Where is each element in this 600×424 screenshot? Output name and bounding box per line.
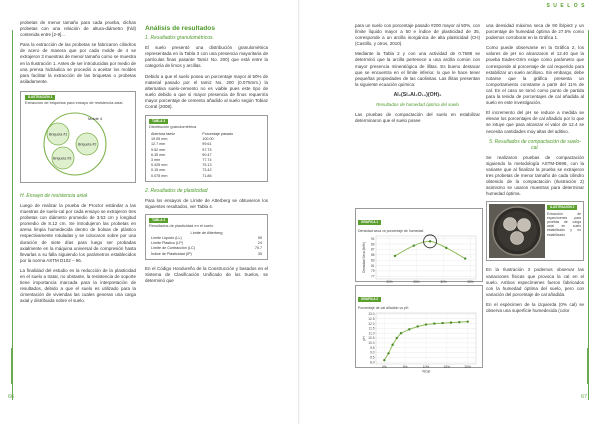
col2-para3: Para los ensayos de Límite de Atterberg se obtuvieron los siguientes resultados, ver Tabla 4. — [145, 197, 268, 210]
density-chart — [356, 233, 482, 291]
table-cell: 0.15 mm — [151, 168, 166, 173]
mold-label: Molde 4 — [88, 115, 103, 121]
data-point — [464, 258, 466, 260]
col4-para5: En la Ilustración 3 podemos observar las variaciones físicas que provoca la cal en el suelo. Ambos especímenes fueron fabricados con la humedad óptima del suelo, pero con variación del porcentaje de cal añadida. — [486, 267, 584, 297]
x-tick-label: 0% — [382, 365, 387, 370]
y-tick-label: 9.5 — [370, 346, 375, 351]
page-number-left: 66 — [8, 394, 15, 400]
graph-1-caption: Densidad seca vs porcentaje de humedad — [358, 229, 424, 233]
y-tick-label: 79 — [370, 269, 375, 274]
data-point — [416, 325, 418, 327]
col4-para3: El incremento del pH se reduce a medida se elevan los porcentajes de cal añadido por lo que se intuye que para alcanzar el valor de 12.4 se necesita cantidades muy altas del aditivo. — [486, 110, 584, 134]
atterberg-table — [149, 236, 264, 257]
table-cell: Índice de Plasticidad (IP) — [151, 251, 192, 256]
data-point — [450, 322, 452, 324]
specimen-photo-drawing — [489, 204, 545, 258]
running-head: SUELOS — [546, 3, 588, 9]
y-tick-label: 8.0 — [370, 360, 375, 365]
x-tick-label: 35% — [467, 280, 474, 285]
table-cell: 97.75 — [202, 147, 212, 152]
left-margin-accent — [11, 348, 13, 384]
col4-para6: En el espécimen de la izquierda (0% cal) se observa una superficie humedecida (color — [486, 301, 584, 313]
table-cell: 9.52 mm — [151, 147, 166, 152]
table-4-group-header: Límite de Atterberg — [190, 231, 223, 236]
table-cell: 35 — [257, 251, 262, 256]
data-point — [400, 332, 402, 334]
y-tick-label: 83 — [370, 258, 375, 263]
col2-para2: Debido a que el suelo posea un porcentaje mayor al 50% de material pasado por el tamiz No. 200 (0.075mm.) la alternativa suelo-cemento no es viable pues este tipo de suelo debido a que si mayor presencia de finos requeriría mayor porcentaje de cemento añadido al suelo según Tobiaz Corral (2008). — [145, 73, 268, 110]
axial-resistance-heading: H. Ensayo de resistencia axial — [20, 192, 87, 199]
table-4-caption: Resultados de plasticidad en el suelo — [149, 223, 214, 229]
x-tick-label: 15% — [443, 365, 451, 370]
col2-para1: El suelo presentó una distribución granulométrica representada en la Tabla 3 con una presencia mayoritaria de partículas finas pasante Tamiz No. 200) que está entre la categoría de limos y arcillas. — [145, 45, 268, 69]
col1-para2: Para la extracción de las probetas se fabricaron cilindros de acero de manera que por cada molde de 4 se extrajeron 3 muestras de menor tamaño como se muestra en la Ilustración 1. Antes de ser introducidas por medio de una prensa hidráulica se procedió a aceitar los moldes para facilitar la extracción de las briquetas o probetas asiladamente. — [20, 42, 136, 84]
y-tick-label: 87 — [370, 247, 375, 252]
data-point — [466, 321, 468, 323]
briquette-1-label: Briqueta #1 — [49, 132, 68, 137]
x-tick-label: 10% — [422, 365, 430, 370]
data-point — [445, 247, 447, 249]
y-tick-label: 9.0 — [370, 350, 375, 355]
right-margin-accent — [587, 348, 589, 384]
data-point — [383, 359, 385, 361]
col4-para2: Como puede observarse en la Gráfica 2, los valores de pH no alcanzaron el 12.40 que la prueba Eades-Grim exige como parámetro que corresponde al porcentaje de cal requerido para estabilizar un suelo arcilloso. Sin embargo, debe notarse que la gráfica presenta un comportamiento constante a partir del 11% de cal. En el caso se tomó como punto de partida para la tenida de porcentajes de cal añadida al suelo en este investigación. — [486, 45, 584, 106]
data-point — [429, 240, 431, 242]
table-cell: 90.47 — [202, 152, 212, 157]
table-cell: 77.74 — [202, 158, 212, 163]
data-point — [425, 324, 427, 326]
y-tick-label: 85 — [370, 253, 375, 258]
table-cell: 59 — [257, 236, 262, 241]
x-tick-label: 20% — [464, 365, 471, 370]
right-page — [300, 0, 600, 424]
col3-para3: Las pruebas de compactación del suelo en estabilizar determinaron que el suelo posee — [355, 112, 480, 124]
data-point — [441, 322, 443, 324]
optimum-moisture-caption: Resultados de humedad óptima del suelo — [376, 102, 459, 108]
y-tick-label: 8.5 — [370, 355, 375, 360]
table-cell: 73.42 — [202, 168, 212, 173]
col1-para4: La finalidad del estudio es la reducción de la plasticidad en el suelo a tratar, no obstante, la resistencia de soporte tiene importancia marcada para la interpretación de resultados, debido a que el suelo es utilizado para la cimentación de viviendas las cuales generan una carga axial y distribuida sobre el suelo. — [20, 267, 136, 304]
table-cell: 70.7 — [254, 246, 262, 251]
table-3-tag: TABLA 3 — [149, 119, 168, 124]
col1-top-para: probetas de menor tamaño para cada prueba, dichas probetas con una relación de altura-diámetro (h/d) contenida entre [2-9]... — [20, 20, 136, 38]
data-point — [458, 321, 460, 323]
table-cell: Límite de Contracción (LC) — [151, 246, 196, 251]
plasticity-heading: 2. Resultados de plasticidad — [145, 187, 208, 194]
granulometry-table — [149, 132, 264, 179]
compaction-heading: 5. Resultados de compactación de suelo-cal. — [489, 138, 581, 151]
col3-para1: para un suelo con porcentaje pasado #200 mayor al 50%, con límite líquido mayor a 50 e índice de plasticidad de 35, corresponde a un arcilla inorgánica de alta plasticidad (CH) (Castillo, y otros, 2010). — [355, 23, 480, 47]
data-point — [433, 323, 435, 325]
data-point — [391, 344, 393, 346]
y-axis-label: Densidad Seca (lb/ft³) — [362, 242, 366, 274]
table-cell: Límite Líquido (LL) — [151, 236, 182, 241]
table-3 — [145, 115, 268, 182]
table-4-tag: TABLA 4 — [149, 218, 168, 223]
data-point — [408, 328, 410, 330]
plot-area — [376, 236, 476, 279]
data-point — [396, 337, 398, 339]
graph-1-tag: GRÁFICA 1 — [358, 220, 381, 225]
y-axis-label: pH — [362, 336, 366, 341]
column-4 — [486, 23, 584, 318]
graph-2-caption: Porcentaje de cal añadido vs pH — [358, 306, 409, 310]
figure-1-caption: Extracción de briquetas para ensayo de resistencia axial. — [25, 100, 124, 106]
page-number-right: 67 — [581, 394, 588, 400]
table-cell: 24 — [257, 241, 262, 246]
column-2 — [145, 26, 268, 288]
table-cell: 100.00 — [202, 137, 214, 142]
figure-1-diagram — [25, 106, 131, 176]
y-tick-label: 91 — [370, 237, 375, 242]
y-tick-label: 10.0 — [368, 341, 375, 346]
table-cell: 71.86 — [202, 173, 212, 178]
table-cell: Límite Plástico (LP) — [151, 241, 183, 246]
data-point — [387, 352, 389, 354]
y-tick-label: 12.5 — [368, 317, 375, 322]
x-tick-label: 25% — [413, 280, 420, 285]
col4-para1: una densidad máxima seca de 90 lb/pie3 y un porcentaje de humedad óptima de 27.5% como podemos corroborar en la Gráfica 1. — [486, 23, 584, 41]
table-cell: 75.13 — [202, 163, 212, 168]
y-tick-label: 10.5 — [368, 336, 375, 341]
figure-2 — [486, 201, 584, 261]
table-row — [149, 174, 264, 179]
table-cell: 0.075 mm — [151, 173, 168, 178]
table-3-col-passing: Porcentaje pasado — [202, 132, 234, 137]
left-margin-rule — [12, 30, 13, 400]
data-point — [394, 255, 396, 257]
figure-1-tag: ILUSTRACIÓN 1 — [25, 95, 55, 100]
y-tick-label: 11.0 — [368, 331, 375, 336]
graph-1 — [355, 208, 483, 285]
x-tick-label: 5% — [402, 365, 408, 370]
specimen-photo — [489, 204, 545, 258]
right-margin-rule — [588, 30, 589, 400]
table-3-caption: Distribución granulométrica — [149, 124, 197, 130]
col3-para2: Mediante la Tabla 2 y con una actividad de 0.7698 se determinó que la arcilla pertenece a una arcilla común con mayor presencia mineralógica de illitas. Es bueno destacar que se encuentra en el límite inferior, lo que le hace tener pequeñas propiedades de las caolinitas. Las illitas presentan la siguiente ecuación química: — [355, 51, 480, 87]
table-cell: 6.35 mm — [151, 152, 166, 157]
table-cell: 3 mm — [151, 158, 161, 163]
granulometric-heading: 1. Resultados granulométricos. — [145, 35, 214, 42]
figure-1 — [20, 91, 136, 183]
table-cell: 0.425 mm — [151, 163, 168, 168]
y-tick-label: 81 — [370, 263, 375, 268]
column-1 — [20, 20, 136, 309]
graph-2 — [355, 285, 483, 374]
briquette-3-label: Briqueta #3 — [53, 156, 72, 161]
y-tick-label: 77 — [370, 274, 375, 279]
x-axis-label: %Cal — [421, 369, 431, 374]
col4-para4: Se realizaron pruebas de compactación siguiendo la metodología ASTM-D698, con la variante que al finalizar la prueba se extrajeron tres probetas de menor tamaño de cada cilindro obtenido de la compactación (Ilustración 2) asimismo se usaron muestras para determinar humedad óptima. — [486, 154, 584, 197]
results-section-title: Análisis de resultados — [145, 25, 215, 32]
x-tick-label: 20% — [386, 280, 393, 285]
y-tick-label: 11.5 — [368, 326, 375, 331]
col2-para4: En el Código Hondureño de la Construcción y basados en el Sistema de Clasificación Unificado de los Suelos, se determinó que — [145, 265, 268, 284]
column-3 — [355, 23, 480, 128]
figure-2-caption: Extracción de especímenes para pruebas de carga axial en suelo estabilizado y no estabilizado — [547, 211, 581, 237]
y-tick-label: 12.0 — [368, 321, 375, 326]
briquette-2-label: Briqueta #2 — [78, 142, 97, 147]
y-tick-label: 89 — [370, 242, 375, 247]
data-point — [413, 245, 415, 247]
x-tick-label: 30% — [440, 280, 447, 285]
table-cell: 19.05 mm — [151, 137, 168, 142]
graph-2-tag: GRÁFICA 2 — [358, 297, 381, 302]
table-3-col-aperture: Abertura tamiz — [151, 132, 175, 137]
y-tick-label: 13.0 — [368, 312, 375, 317]
table-cell: 12.7 mm — [151, 142, 166, 147]
col1-para3: Luego de realizar la prueba de Proctor estándar a las muestras de suelo-cal por cada ensayo se extrajeron tres probetas con diámetro promedio de 3.53 cm y longitud promedio de 8.12 cm. Se introdujeron las probetas en arena limpia humedecida dentro de bolsas de plástico respectivamente rotuladas y se colocaron sobre por una duración de siete días para luego ser probadas axialmente en la máquina universal de compresión hasta llevarlas a su falla siguiendo los parámetros establecidos por la norma ASTM D102 – 96. — [20, 203, 136, 263]
ph-chart — [356, 310, 482, 377]
table-row — [149, 252, 264, 257]
table-cell: 99.61 — [202, 142, 212, 147]
illite-formula: Al₂(Si₄Al₂O₁₀)(OH)₂ — [393, 91, 442, 98]
figure-2-tag: ILUSTRACIÓN 2 — [547, 205, 577, 210]
table-4 — [145, 214, 268, 260]
